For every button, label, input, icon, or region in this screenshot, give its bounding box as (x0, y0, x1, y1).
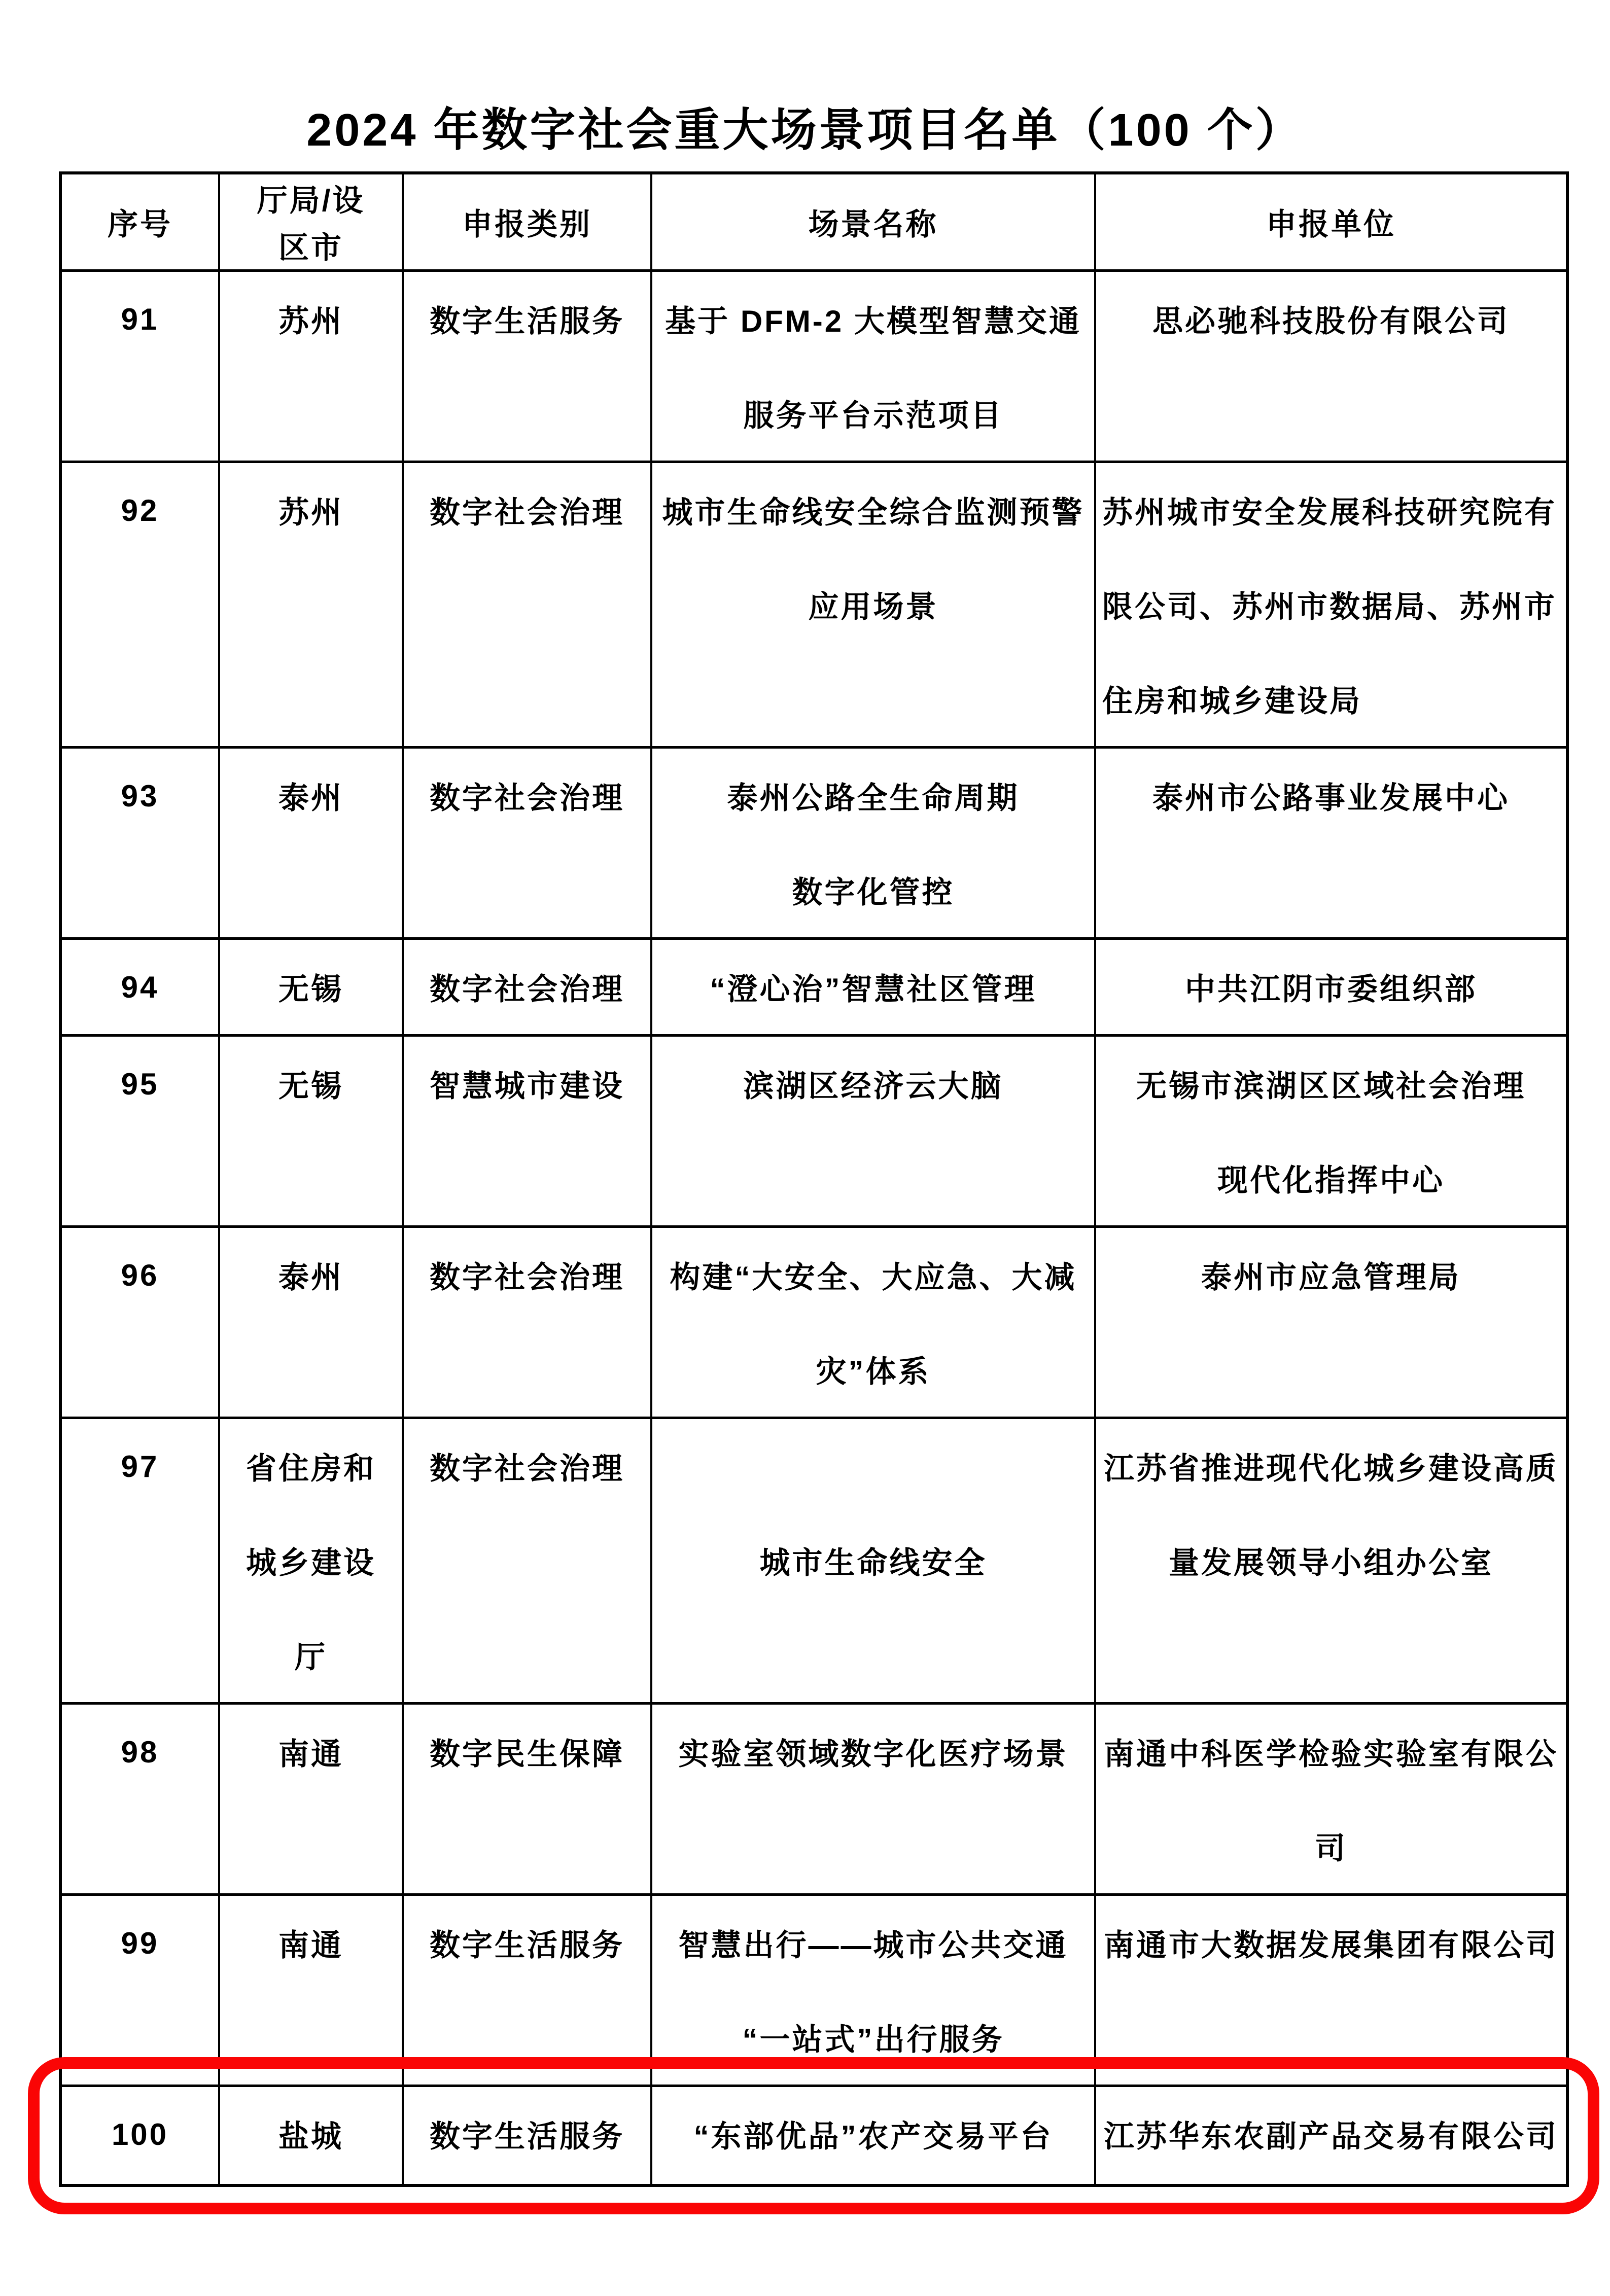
cell-city-line: 南通 (278, 1737, 343, 1771)
page-title: 2024 年数字社会重大场景项目名单（100 个） (306, 105, 1304, 156)
table-row-100 (62, 2087, 1566, 2184)
cell-scene-line: “东部优品”农产交易平台 (693, 2120, 1053, 2153)
cell-unit-line: 现代化指挥中心 (1217, 1163, 1445, 1197)
cell-city (220, 1705, 404, 1893)
cell-scene-line: “澄心治”智慧社区管理 (710, 972, 1037, 1006)
cell-city-line: 无锡 (278, 1069, 343, 1103)
table-row-94 (62, 940, 1566, 1037)
cell-scene (652, 463, 1096, 746)
cell-no (62, 2087, 220, 2184)
cell-unit (1096, 1228, 1566, 1417)
cell-category (404, 1705, 652, 1893)
cell-scene-line: 应用场景 (808, 590, 938, 624)
cell-city (220, 940, 404, 1034)
cell-scene (652, 1705, 1096, 1893)
header-unit-line: 申报单位 (1266, 207, 1396, 241)
cell-scene (652, 1896, 1096, 2085)
cell-unit-line: 泰州市应急管理局 (1201, 1260, 1461, 1294)
table-row-98 (62, 1705, 1566, 1896)
cell-category-line: 数字社会治理 (430, 781, 624, 815)
cell-city-line: 苏州 (278, 304, 343, 338)
cell-category-line: 智慧城市建设 (430, 1069, 624, 1103)
cell-scene (652, 1037, 1096, 1225)
cell-city-line: 省住房和 (246, 1452, 376, 1486)
table-header-row (62, 174, 1566, 272)
cell-unit-line: 司 (1315, 1831, 1347, 1865)
cell-unit (1096, 463, 1566, 746)
header-scene-line: 场景名称 (808, 207, 938, 241)
cell-city (220, 1037, 404, 1225)
cell-category-line: 数字社会治理 (430, 496, 624, 529)
cell-category-line: 数字民生保障 (430, 1737, 624, 1771)
header-category (404, 174, 652, 269)
table-row-97 (62, 1419, 1566, 1705)
cell-city-line: 苏州 (278, 496, 343, 529)
cell-category (404, 1228, 652, 1417)
cell-no (62, 272, 220, 461)
cell-unit-line: 无锡市滨湖区区域社会治理 (1136, 1069, 1526, 1103)
cell-unit-line: 南通中科医学检验实验室有限公 (1104, 1737, 1558, 1771)
cell-category (404, 940, 652, 1034)
cell-no-line: 93 (121, 779, 159, 813)
cell-city (220, 463, 404, 746)
cell-unit (1096, 1037, 1566, 1225)
cell-no-line: 95 (121, 1067, 159, 1101)
cell-scene (652, 272, 1096, 461)
cell-scene (652, 1419, 1096, 1702)
table-row-99 (62, 1896, 1566, 2087)
table-row-96 (62, 1228, 1566, 1419)
cell-city (220, 272, 404, 461)
cell-scene-line: 服务平台示范项目 (743, 399, 1003, 433)
cell-unit-line: 江苏省推进现代化城乡建设高质 (1104, 1452, 1558, 1486)
cell-unit (1096, 2087, 1566, 2184)
cell-unit-line: 泰州市公路事业发展中心 (1152, 781, 1510, 815)
cell-city-line: 泰州 (278, 781, 343, 815)
cell-category (404, 1419, 652, 1702)
cell-no-line: 100 (111, 2117, 169, 2151)
header-no-line: 序号 (108, 207, 172, 241)
cell-no-line: 96 (121, 1258, 159, 1292)
cell-unit-line: 苏州城市安全发展科技研究院有 (1102, 496, 1557, 529)
cell-scene-line: 城市生命线安全 (759, 1546, 987, 1580)
cell-scene-line: 泰州公路全生命周期 (727, 781, 1020, 815)
cell-category (404, 1037, 652, 1225)
cell-category (404, 749, 652, 937)
cell-no-line: 94 (121, 970, 159, 1004)
cell-no (62, 463, 220, 746)
cell-no-line: 91 (121, 302, 159, 336)
table-row-91 (62, 272, 1566, 463)
cell-category (404, 2087, 652, 2184)
header-unit (1096, 174, 1566, 269)
header-scene (652, 174, 1096, 269)
cell-unit (1096, 1705, 1566, 1893)
cell-scene (652, 940, 1096, 1034)
cell-scene-line: 灾”体系 (816, 1355, 931, 1389)
cell-unit (1096, 940, 1566, 1034)
cell-city (220, 1228, 404, 1417)
cell-category-line: 数字生活服务 (430, 304, 624, 338)
cell-no (62, 1705, 220, 1893)
cell-unit-line: 量发展领导小组办公室 (1169, 1546, 1493, 1580)
cell-unit-line: 思必驰科技股份有限公司 (1152, 304, 1510, 338)
cell-scene (652, 749, 1096, 937)
cell-no (62, 1228, 220, 1417)
cell-category (404, 1896, 652, 2085)
cell-category-line: 数字社会治理 (430, 1260, 624, 1294)
projects-table (59, 171, 1569, 2187)
cell-city (220, 749, 404, 937)
cell-unit (1096, 1896, 1566, 2085)
cell-no-line: 98 (121, 1735, 159, 1769)
cell-scene-line: “一站式”出行服务 (742, 2023, 1004, 2057)
cell-scene-line: 基于 DFM-2 大模型智慧交通 (665, 304, 1081, 338)
cell-no-line: 99 (121, 1926, 159, 1960)
cell-no (62, 940, 220, 1034)
cell-category (404, 272, 652, 461)
cell-scene-line (652, 1419, 1094, 1513)
cell-category-line: 数字社会治理 (430, 972, 624, 1006)
cell-no (62, 1037, 220, 1225)
cell-unit-line: 住房和城乡建设局 (1102, 684, 1362, 718)
cell-city-line: 城乡建设 (246, 1546, 376, 1580)
cell-scene-line: 城市生命线安全综合监测预警 (662, 496, 1084, 529)
cell-unit (1096, 749, 1566, 937)
header-no (62, 174, 220, 269)
cell-no (62, 1896, 220, 2085)
header-dept-city-line: 区市 (278, 231, 343, 265)
cell-city-line: 南通 (278, 1928, 343, 1962)
cell-scene (652, 2087, 1096, 2184)
cell-unit (1096, 1419, 1566, 1702)
cell-unit-line: 中共江阴市委组织部 (1185, 972, 1477, 1006)
cell-city-line: 厅 (295, 1640, 327, 1674)
cell-scene-line: 滨湖区经济云大脑 (743, 1069, 1003, 1103)
table-row-95 (62, 1037, 1566, 1228)
cell-city (220, 1419, 404, 1702)
cell-city (220, 1896, 404, 2085)
cell-no (62, 1419, 220, 1702)
cell-category-line: 数字社会治理 (430, 1452, 624, 1486)
cell-city-line: 泰州 (278, 1260, 343, 1294)
header-dept-city-line: 厅局/设 (257, 183, 365, 218)
cell-category (404, 463, 652, 746)
cell-city (220, 2087, 404, 2184)
cell-scene (652, 1228, 1096, 1417)
cell-unit-line: 限公司、苏州市数据局、苏州市 (1102, 590, 1557, 624)
header-dept-city (220, 174, 404, 269)
cell-category-line: 数字生活服务 (430, 1928, 624, 1962)
cell-no-line: 97 (121, 1449, 159, 1483)
cell-scene-line: 实验室领域数字化医疗场景 (678, 1737, 1068, 1771)
cell-city-line: 盐城 (278, 2120, 343, 2153)
table-row-93 (62, 749, 1566, 940)
cell-scene-line: 数字化管控 (792, 875, 955, 909)
cell-scene-line: 构建“大安全、大应急、大减 (670, 1260, 1077, 1294)
cell-no-line: 92 (121, 493, 159, 527)
cell-unit-line: 江苏华东农副产品交易有限公司 (1104, 2120, 1558, 2153)
cell-city-line: 无锡 (278, 972, 343, 1006)
cell-unit-line: 南通市大数据发展集团有限公司 (1104, 1928, 1558, 1962)
cell-unit (1096, 272, 1566, 461)
table-row-92 (62, 463, 1566, 749)
cell-no (62, 749, 220, 937)
header-category-line: 申报类别 (462, 207, 592, 241)
cell-category-line: 数字生活服务 (430, 2120, 624, 2153)
cell-scene-line: 智慧出行——城市公共交通 (678, 1928, 1068, 1962)
